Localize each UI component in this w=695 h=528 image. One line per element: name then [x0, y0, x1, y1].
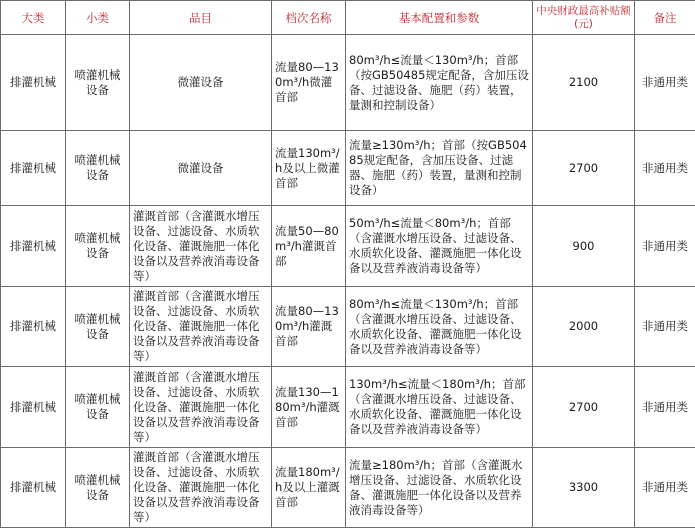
cell-subsidy: 2000	[533, 287, 635, 367]
table-row	[1, 35, 695, 131]
cell-subcategory: 喷灌机械设备	[66, 35, 130, 131]
cell-config: 50m³/h≤流量＜80m³/h；首部（含灌溉水增压设备、过滤设备、水质软化设备、灌溉施肥一体化设备以及营养液消毒设备等）	[346, 206, 533, 287]
cell-subsidy: 2700	[533, 367, 635, 448]
cell-subsidy: 3300	[533, 448, 635, 528]
cell-category: 排灌机械	[1, 206, 66, 287]
cell-subsidy: 900	[533, 206, 635, 287]
cell-config: 流量≥130m³/h；首部（按GB50485规定配备，含加压设备、过滤器、施肥（药）装置，量测和控制设备）	[346, 131, 533, 206]
cell-subcategory: 喷灌机械设备	[66, 206, 130, 287]
cell-note: 非通用类	[635, 367, 695, 448]
header-category: 大类	[1, 1, 66, 35]
cell-category: 排灌机械	[1, 35, 66, 131]
cell-grade: 流量80—130m³/h微灌首部	[272, 35, 346, 131]
cell-subcategory: 喷灌机械设备	[66, 448, 130, 528]
cell-item: 微灌设备	[130, 131, 272, 206]
header-note: 备注	[635, 1, 695, 35]
cell-grade: 流量80—130m³/h灌溉首部	[272, 287, 346, 367]
cell-config: 130m³/h≤流量＜180m³/h；首部（含灌溉水增压设备、过滤设备、水质软化设备、灌溉施肥一体化设备以及营养液消毒设备等）	[346, 367, 533, 448]
header-subsidy: 中央财政最高补贴额(元)	[533, 1, 635, 35]
cell-category: 排灌机械	[1, 448, 66, 528]
cell-item: 灌溉首部（含灌溉水增压设备、过滤设备、水质软化设备、灌溉施肥一体化设备以及营养液消毒设备等）	[130, 287, 272, 367]
cell-category: 排灌机械	[1, 131, 66, 206]
cell-category: 排灌机械	[1, 367, 66, 448]
cell-subcategory: 喷灌机械设备	[66, 131, 130, 206]
cell-note: 非通用类	[635, 206, 695, 287]
header-row	[1, 1, 695, 35]
table-row	[1, 367, 695, 448]
header-item: 品目	[130, 1, 272, 35]
cell-subsidy: 2100	[533, 35, 635, 131]
cell-config: 80m³/h≤流量＜130m³/h；首部（含灌溉水增压设备、过滤设备、水质软化设备、灌溉施肥一体化设备以及营养液消毒设备等）	[346, 287, 533, 367]
cell-config: 流量≥180m³/h；首部（含灌溉水增压设备、过滤设备、水质软化设备、灌溉施肥一体化设备以及营养液消毒设备等）	[346, 448, 533, 528]
cell-item: 微灌设备	[130, 35, 272, 131]
cell-item: 灌溉首部（含灌溉水增压设备、过滤设备、水质软化设备、灌溉施肥一体化设备以及营养液消毒设备等）	[130, 448, 272, 528]
table-row	[1, 131, 695, 206]
cell-subsidy: 2700	[533, 131, 635, 206]
table-row	[1, 206, 695, 287]
cell-grade: 流量180m³/h及以上灌溉首部	[272, 448, 346, 528]
cell-note: 非通用类	[635, 448, 695, 528]
cell-note: 非通用类	[635, 35, 695, 131]
cell-subcategory: 喷灌机械设备	[66, 287, 130, 367]
cell-note: 非通用类	[635, 131, 695, 206]
header-subcategory: 小类	[66, 1, 130, 35]
cell-grade: 流量50—80m³/h灌溉首部	[272, 206, 346, 287]
cell-item: 灌溉首部（含灌溉水增压设备、过滤设备、水质软化设备、灌溉施肥一体化设备以及营养液消毒设备等）	[130, 367, 272, 448]
header-config: 基本配置和参数	[346, 1, 533, 35]
cell-grade: 流量130—180m³/h灌溉首部	[272, 367, 346, 448]
table-row	[1, 287, 695, 367]
cell-config: 80m³/h≤流量＜130m³/h；首部（按GB50485规定配备，含加压设备、过滤设备、施肥（药）装置，量测和控制设备）	[346, 35, 533, 131]
table-row	[1, 448, 695, 528]
cell-item: 灌溉首部（含灌溉水增压设备、过滤设备、水质软化设备、灌溉施肥一体化设备以及营养液消毒设备等）	[130, 206, 272, 287]
header-grade: 档次名称	[272, 1, 346, 35]
cell-category: 排灌机械	[1, 287, 66, 367]
cell-subcategory: 喷灌机械设备	[66, 367, 130, 448]
cell-grade: 流量130m³/h及以上微灌首部	[272, 131, 346, 206]
cell-note: 非通用类	[635, 287, 695, 367]
